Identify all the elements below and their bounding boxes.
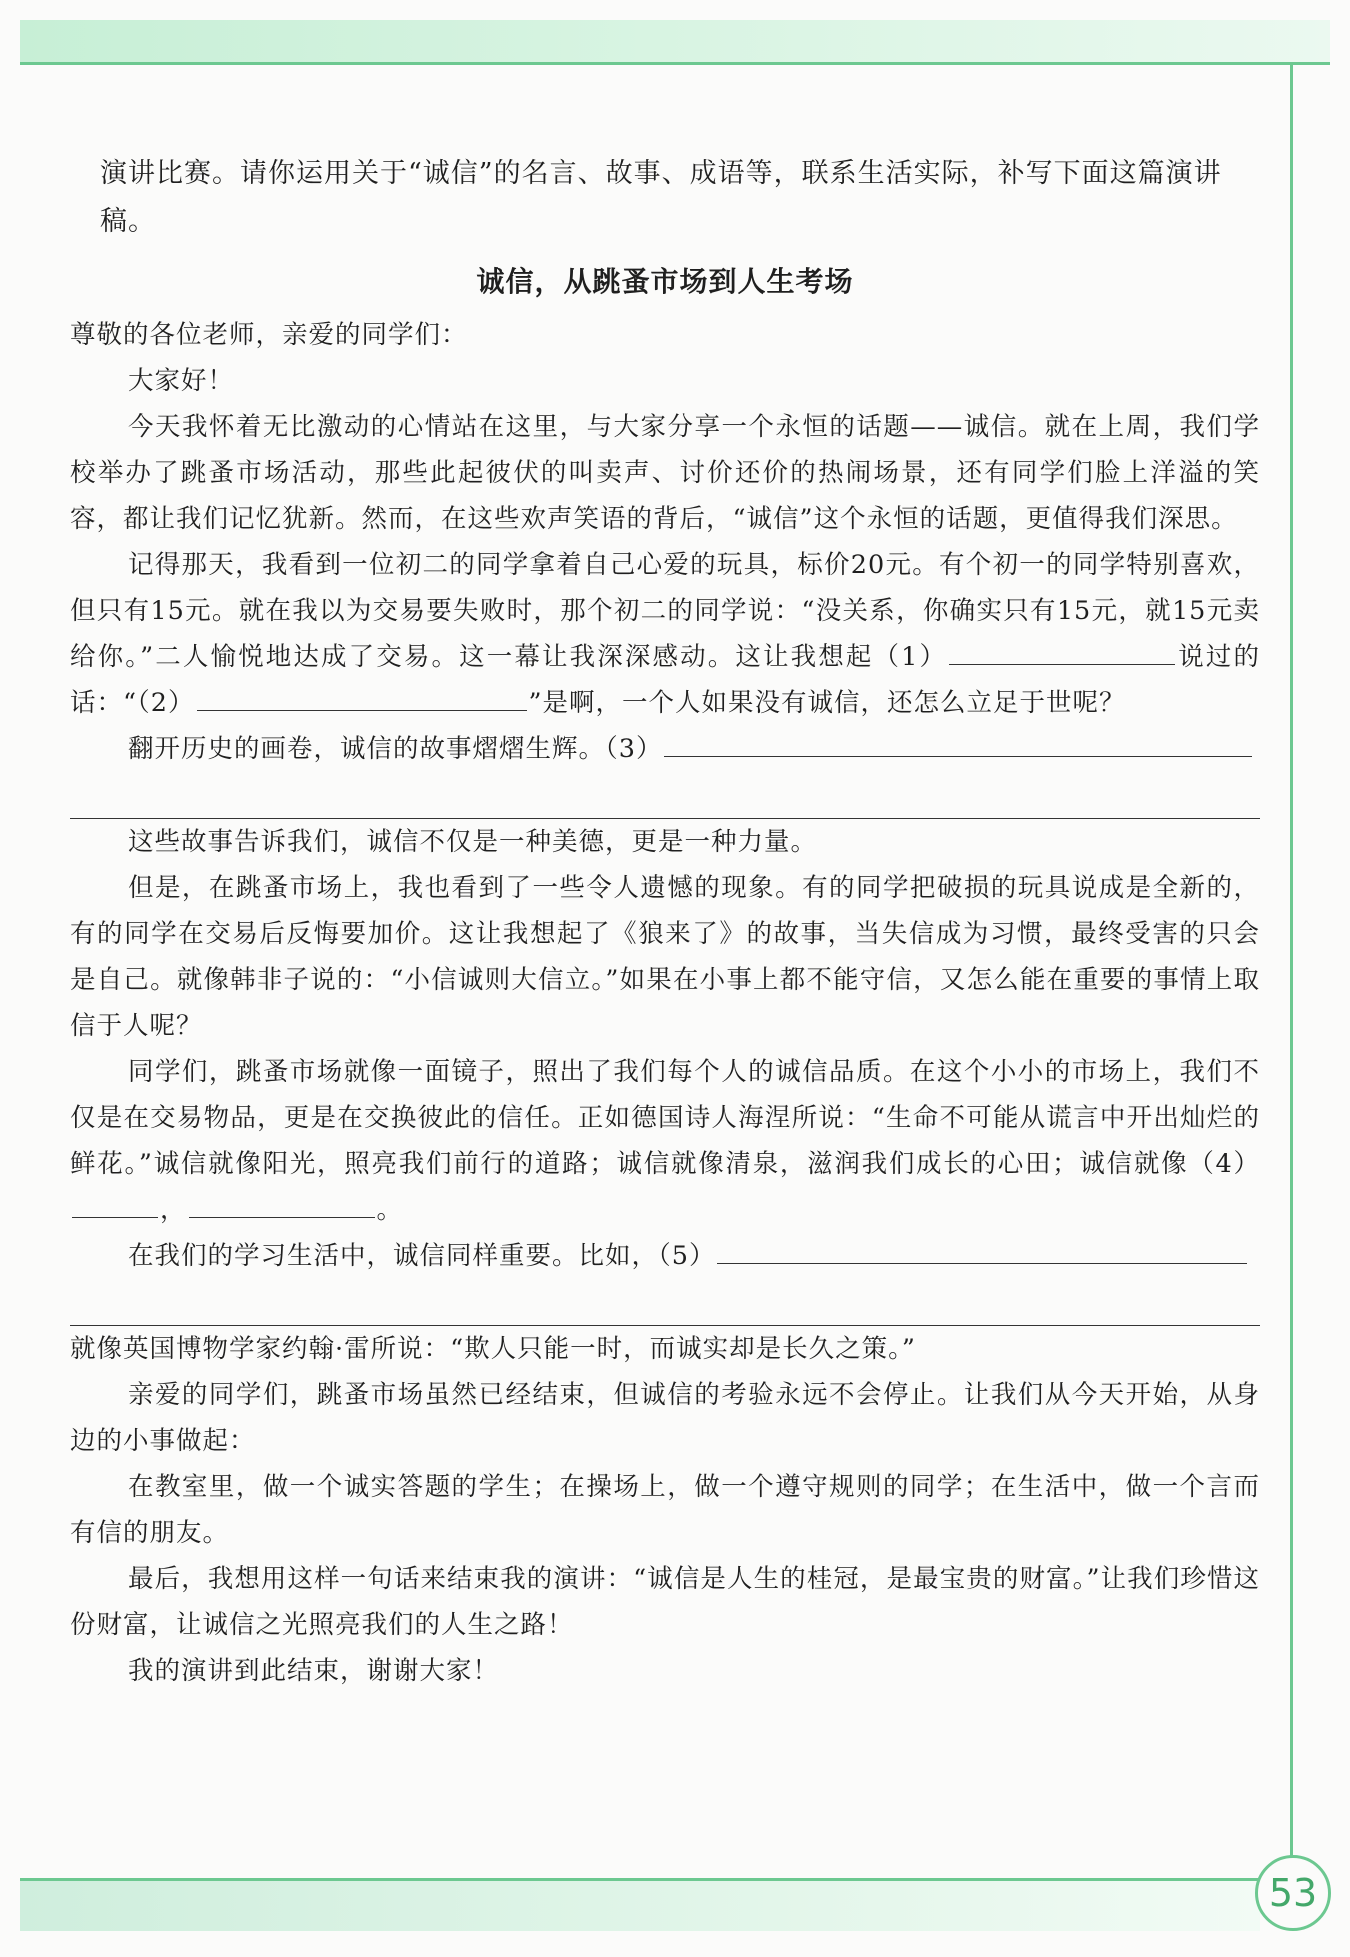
bottom-decorative-band: [20, 1878, 1260, 1931]
page-number: 53: [1255, 1855, 1331, 1931]
paragraph-opening: 今天我怀着无比激动的心情站在这里，与大家分享一个永恒的话题——诚信。就在上周，我们学校举办了跳蚤市场活动，那些此起彼伏的叫卖声、讨价还价的热闹场景，还有同学们脸上洋溢的笑容，都让我们记忆犹新。然而，在这些欢声笑语的背后，“诚信”这个永恒的话题，更值得我们深思。: [70, 412, 1260, 534]
paragraph-regret: 但是，在跳蚤市场上，我也看到了一些令人遗憾的现象。有的同学把破损的玩具说成是全新的，有的同学在交易后反悔要加价。这让我想起了《狼来了》的故事，当失信成为习惯，最终受害的只会是自己。就像韩非子说的：“小信诚则大信立。”如果在小事上都不能守信，又怎么能在重要的事情上取信于人呢？: [70, 873, 1260, 1041]
paragraph-mirror: 同学们，跳蚤市场就像一面镜子，照出了我们每个人的诚信品质。在这个小小的市场上，我们不仅是在交易物品，更是在交换彼此的信任。正如德国诗人海涅所说：“生命不可能从谎言中开出灿烂的鲜花。”诚信就像阳光，照亮我们前行的道路；诚信就像清泉，滋润我们成长的心田；诚信就像（4）， 。: [70, 1057, 1260, 1225]
answer-blank-2[interactable]: [197, 680, 527, 711]
right-margin-rule: [1290, 62, 1293, 1892]
greeting: 大家好！: [128, 366, 235, 396]
speech-title: 诚信，从跳蚤市场到人生考场: [476, 265, 854, 298]
answer-blank-4a[interactable]: [72, 1187, 158, 1218]
worksheet-content: [70, 150, 1260, 1694]
paragraph-john-ray-quote: 就像英国博物学家约翰·雷所说：“欺人只能一时，而诚实却是长久之策。”: [70, 1334, 916, 1364]
paragraph-call-to-action: 亲爱的同学们，跳蚤市场虽然已经结束，但诚信的考验永远不会停止。让我们从今天开始，从身边的小事做起：: [70, 1380, 1260, 1456]
top-decorative-band: [20, 20, 1330, 65]
salutation: 尊敬的各位老师，亲爱的同学们：: [70, 320, 468, 350]
paragraph-flea-market-story: 记得那天，我看到一位初二的同学拿着自己心爱的玩具，标价20元。有个初一的同学特别喜欢，但只有15元。就在我以为交易要失败时，那个初二的同学说：“没关系，你确实只有15元，就15元卖给你。”二人愉悦地达成了交易。这一幕让我深深感动。这让我想起（1） 说过的话：“（2） ”是啊，一个人如果没有诚信，还怎么立足于世呢？: [70, 550, 1260, 718]
paragraph-study-life: 在我们的学习生活中，诚信同样重要。比如，（5）: [70, 1233, 1260, 1279]
answer-blank-3[interactable]: [664, 726, 1252, 757]
paragraph-story-lesson: 这些故事告诉我们，诚信不仅是一种美德，更是一种力量。: [128, 827, 818, 857]
answer-blank-4b[interactable]: [189, 1187, 375, 1218]
paragraph-thanks: 我的演讲到此结束，谢谢大家！: [128, 1656, 500, 1686]
answer-blank-5-continuation[interactable]: [70, 1279, 1260, 1326]
paragraph-examples: 在教室里，做一个诚实答题的学生；在操场上，做一个遵守规则的同学；在生活中，做一个言而有信的朋友。: [70, 1472, 1260, 1548]
paragraph-closing-quote: 最后，我想用这样一句话来结束我的演讲：“诚信是人生的桂冠，是最宝贵的财富。”让我们珍惜这份财富，让诚信之光照亮我们的人生之路！: [70, 1564, 1260, 1640]
task-instruction: 演讲比赛。请你运用关于“诚信”的名言、故事、成语等，联系生活实际，补写下面这篇演讲稿。: [100, 158, 1222, 237]
answer-blank-3-continuation[interactable]: [70, 772, 1260, 819]
answer-blank-5[interactable]: [717, 1233, 1247, 1264]
paragraph-history: 翻开历史的画卷，诚信的故事熠熠生辉。（3）: [70, 726, 1260, 772]
answer-blank-1[interactable]: [949, 634, 1175, 665]
